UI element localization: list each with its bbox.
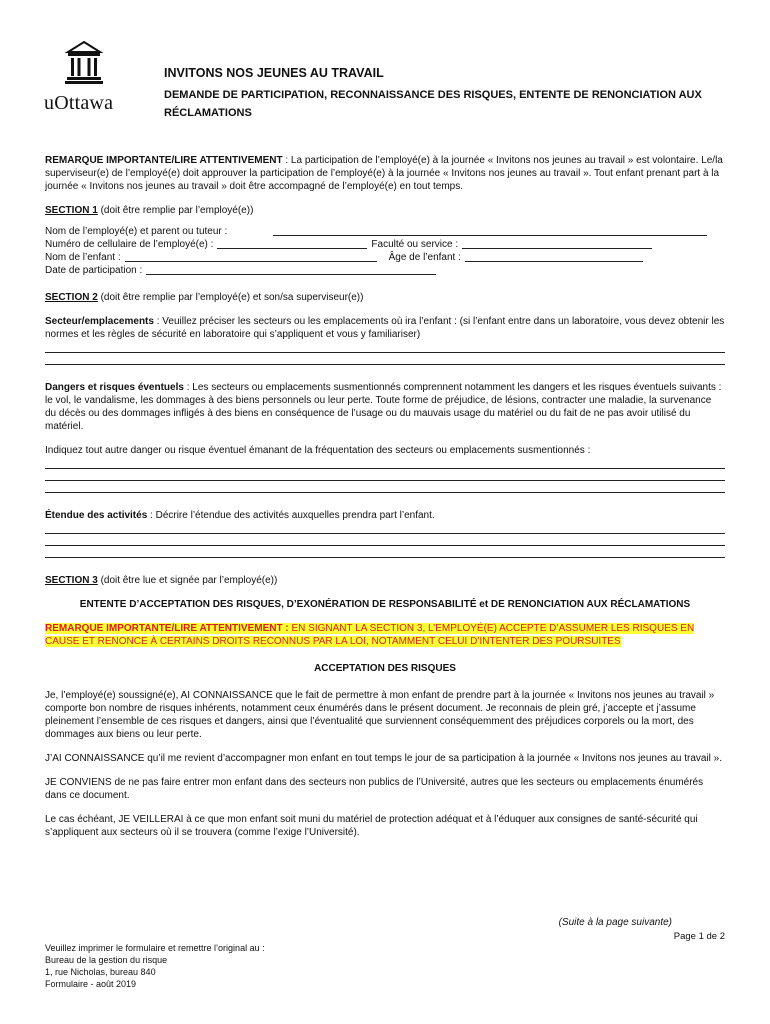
date-row <box>45 264 725 277</box>
activities-line[interactable] <box>45 522 725 534</box>
section-3-title: SECTION 3 <box>45 575 98 586</box>
other-risks-line[interactable] <box>45 457 725 469</box>
dangers-paragraph <box>45 381 725 433</box>
child-age-field[interactable] <box>465 251 643 262</box>
activities-label: Étendue des activités <box>45 510 148 521</box>
section-3-note: (doit être lue et signée par l’employé(e)) <box>97 575 278 586</box>
date-field[interactable] <box>146 264 436 275</box>
acceptance-paragraph-2: J’AI CONNAISSANCE qu’il me revient d’accompagner mon enfant en tout temps le jour de sa participation à la journée « Invitons nos jeunes au travail ». <box>45 753 723 764</box>
sectors-text: : Veuillez préciser les secteurs ou les emplacements où ira l’enfant : (si l’enfant entre dans un laboratoire, vous devez obtenir les normes et les règles de sécurité en laboratoire qui s’appliquent et vous y familiariser) <box>45 316 725 340</box>
warning-label: REMARQUE IMPORTANTE/LIRE ATTENTIVEMENT : <box>45 623 289 634</box>
date-label: Date de participation : <box>45 265 143 276</box>
continued-note: (Suite à la page suivante) <box>558 917 672 928</box>
remark-text: : La participation de l’employé(e) à la journée « Invitons nos jeunes au travail » est volontaire. Le/la superviseur(e) de l’employé(e) doit approuver la participation de l’employé(e) à la journée « Invitons nos jeunes au travail ». Tout enfant prenant part à la journée « Invitons nos jeunes au travail » doit être accompagné de l’employé(e) en tout temps. <box>45 155 723 192</box>
activities-line[interactable] <box>45 546 725 558</box>
page-number: Page 1 de 2 <box>673 931 725 942</box>
cell-faculty-row <box>45 238 725 251</box>
footer-line-4: Formulaire - août 2019 <box>45 979 137 989</box>
acceptance-heading: ACCEPTATION DES RISQUES <box>314 663 456 674</box>
section-2-heading <box>45 291 725 304</box>
remark-label: REMARQUE IMPORTANTE/LIRE ATTENTIVEMENT <box>45 155 283 166</box>
section-1-note: (doit être remplie par l’employé(e)) <box>97 205 254 216</box>
cell-field[interactable] <box>217 238 367 249</box>
dangers-label: Dangers et risques éventuels <box>45 382 184 393</box>
section-3-heading <box>45 574 725 587</box>
sectors-instructions <box>45 315 725 341</box>
employee-name-label: Nom de l’employé(e) et parent ou tuteur : <box>45 226 228 237</box>
employee-name-field[interactable] <box>273 225 707 236</box>
section-1-title: SECTION 1 <box>45 205 98 216</box>
faculty-label: Faculté ou service : <box>371 239 459 250</box>
employee-name-row <box>45 225 725 238</box>
activities-prompt <box>45 509 725 522</box>
warning-text: EN SIGNANT LA SECTION 3, L’EMPLOYÉ(E) ACCEPTE D’ASSUMER LES RISQUES EN CAUSE ET RENONCE À CERTAINS DROITS RECONNUS PAR LA LOI, NOTAMMENT CELUI D’INTENTER DES POURSUITES <box>45 623 695 647</box>
other-risks-line[interactable] <box>45 469 725 481</box>
agreement-heading: ENTENTE D’ACCEPTATION DES RISQUES, D’EXONÉRATION DE RESPONSABILITÉ et DE RENONCIATION AUX RÉCLAMATIONS <box>79 599 691 610</box>
document-header <box>164 66 734 122</box>
section-2-note: (doit être remplie par l’employé(e) et son/sa superviseur(e)) <box>97 292 364 303</box>
acceptance-paragraph-3: JE CONVIENS de ne pas faire entrer mon enfant dans des secteurs non publics de l’Université, autres que les secteurs ou emplacements énumérés dans ce document. <box>45 777 704 801</box>
building-icon <box>64 40 104 86</box>
faculty-field[interactable] <box>462 238 652 249</box>
child-name-field[interactable] <box>125 251 377 262</box>
other-risks-line[interactable] <box>45 481 725 493</box>
cell-label: Numéro de cellulaire de l’employé(e) : <box>45 239 214 250</box>
section-1-heading <box>45 204 725 217</box>
acceptance-paragraph-4: Le cas échéant, JE VEILLERAI à ce que mon enfant soit muni du matériel de protection adéquat et à l’éduquer aux consignes de santé-sécurité qui s’appliquent aux secteurs où il se trouvera (comme l’exige l’Université). <box>45 814 698 838</box>
section-1-fields <box>45 225 725 277</box>
sectors-line[interactable] <box>45 341 725 353</box>
form-body <box>45 154 725 839</box>
footer-line-3: 1, rue Nicholas, bureau 840 <box>45 967 156 977</box>
warning-remark <box>45 622 725 648</box>
university-logo <box>44 40 144 115</box>
document-subtitle: DEMANDE DE PARTICIPATION, RECONNAISSANCE DES RISQUES, ENTENTE DE RENONCIATION AUX RÉCLAMATIONS <box>164 89 702 119</box>
other-risks-prompt: Indiquez tout autre danger ou risque éventuel émanant de la fréquentation des secteurs ou emplacements susmentionnés : <box>45 445 591 456</box>
child-age-label: Âge de l’enfant : <box>388 252 461 263</box>
sectors-label: Secteur/emplacements <box>45 316 154 327</box>
child-age-row <box>45 251 725 264</box>
activities-line[interactable] <box>45 534 725 546</box>
child-name-label: Nom de l’enfant : <box>45 252 121 263</box>
important-remark <box>45 154 725 193</box>
footer-line-2: Bureau de la gestion du risque <box>45 955 168 965</box>
acceptance-paragraph-1: Je, l’employé(e) soussigné(e), AI CONNAISSANCE que le fait de permettre à mon enfant de prendre part à la journée « Invitons nos jeunes au travail » comporte bon nombre de risques inhérents, notamment ceux énumérés dans le présent document. Je reconnais de plein gré, j’accepte et j’assume pleinement l’ensemble de ces risques et dangers, ainsi que l’éventualité que surviennent conséquemment des préjudices corporels ou la mort, des dommages aux biens ou leur perte. <box>45 690 715 740</box>
dangers-text: : Les secteurs ou emplacements susmentionnés comprennent notamment les dangers et les risques éventuels suivants : le vol, le vandalisme, les dommages à des biens personnels ou leur perte. Toute forme de préjudice, de lésions, contracter une maladie, la survenance du décès ou des dommages infligés à des biens en conséquence de l’usage ou du mauvais usage du matériel ou du fait de ne pas avoir utilisé du matériel. <box>45 382 722 432</box>
warning-highlight <box>45 623 694 647</box>
sectors-line[interactable] <box>45 353 725 365</box>
activities-text: : Décrire l’étendue des activités auxquelles prendra part l’enfant. <box>147 510 435 521</box>
document-title: INVITONS NOS JEUNES AU TRAVAIL <box>164 66 384 80</box>
footer <box>45 942 265 990</box>
section-2-title: SECTION 2 <box>45 292 98 303</box>
footer-line-1: Veuillez imprimer le formulaire et remettre l’original au : <box>45 943 265 953</box>
logo-wordmark: uOttawa <box>44 92 114 114</box>
